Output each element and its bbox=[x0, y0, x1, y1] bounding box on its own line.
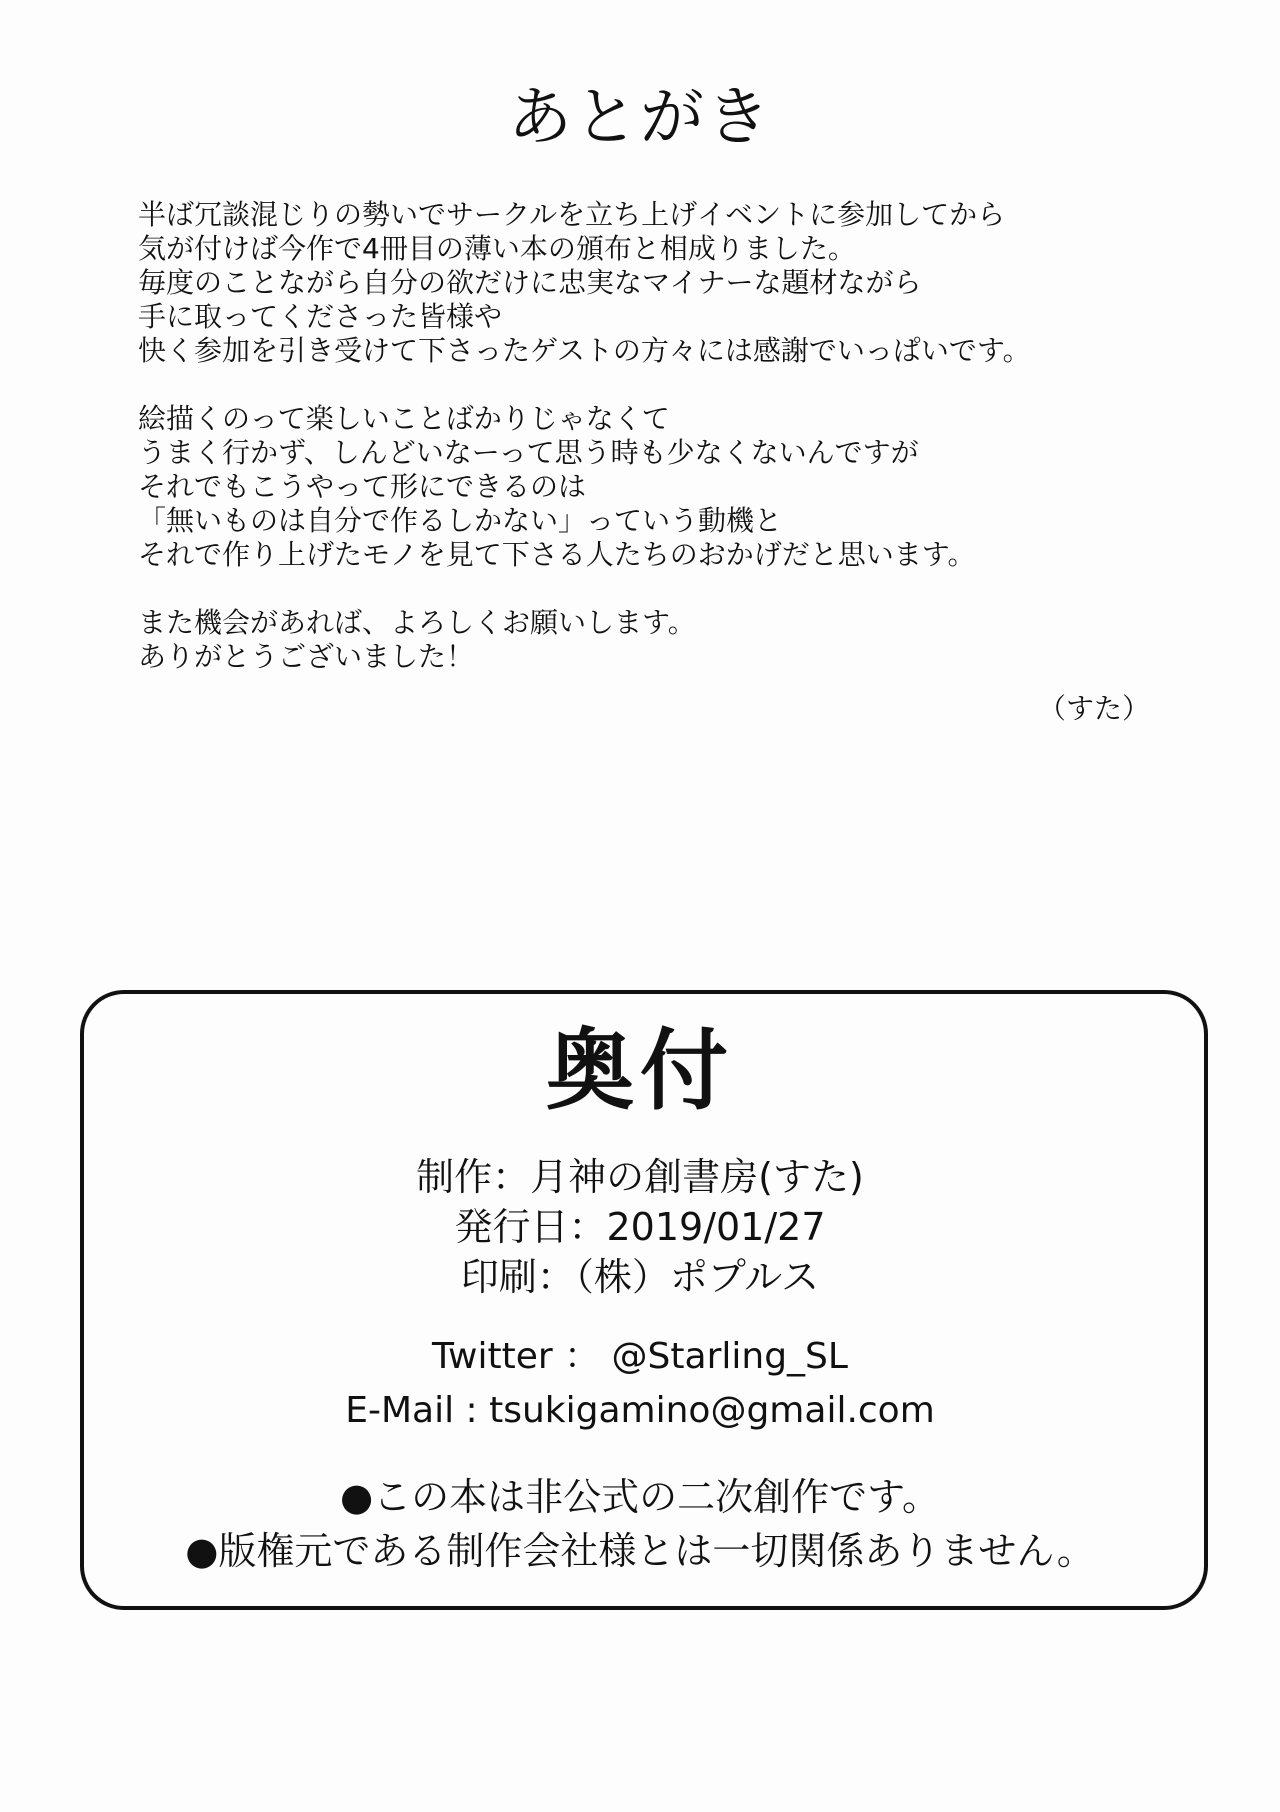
afterword-paragraph-3 bbox=[138, 606, 1178, 674]
afterword-line: また機会があれば、よろしくお願いします。 bbox=[138, 606, 696, 639]
afterword-body bbox=[138, 198, 1178, 708]
afterword-line: 絵描くのって楽しいことばかりじゃなくて bbox=[138, 402, 670, 435]
printer-line: 印刷：（株）ポプルス bbox=[460, 1255, 820, 1299]
producer-line: 制作：月神の創書房(すた) bbox=[416, 1155, 864, 1199]
afterword-line: 手に取ってくださった皆様や bbox=[138, 300, 503, 333]
afterword-line: 「無いものは自分で作るしかない」っていう動機と bbox=[138, 504, 783, 537]
afterword-line: うまく行かず、しんどいなーって思う時も少なくないんですが bbox=[138, 436, 919, 469]
afterword-line: 毎度のことながら自分の欲だけに忠実なマイナーな題材ながら bbox=[138, 266, 922, 299]
afterword-signature: （すた） bbox=[1038, 692, 1151, 725]
unofficial-note: ●この本は非公式の二次創作です。 bbox=[339, 1475, 941, 1519]
colophon-title: 奥付 bbox=[545, 1019, 734, 1122]
colophon-notes bbox=[0, 1470, 1280, 1578]
afterword-line: 気が付けば今作で4冊目の薄い本の頒布と相成りました。 bbox=[138, 232, 856, 265]
colophon-contact bbox=[0, 1330, 1280, 1438]
afterword-line: それでもこうやって形にできるのは bbox=[138, 470, 587, 503]
email-line: E-Mail : tsukigamino@gmail.com bbox=[345, 1390, 935, 1431]
copyright-note: ●版権元である制作会社様とは一切関係ありません。 bbox=[185, 1529, 1095, 1573]
afterword-paragraph-1 bbox=[138, 198, 1178, 368]
twitter-line: Twitter ： @Starling_SL bbox=[432, 1336, 848, 1377]
publish-date-line: 発行日：2019/01/27 bbox=[454, 1205, 826, 1249]
afterword-line: 半ば冗談混じりの勢いでサークルを立ち上げイベントに参加してから bbox=[138, 198, 1006, 231]
afterword-line: 快く参加を引き受けて下さったゲストの方々には感謝でいっぱいです。 bbox=[138, 334, 1031, 367]
colophon-info bbox=[0, 1152, 1280, 1302]
afterword-line: ありがとうございました！ bbox=[138, 640, 475, 673]
afterword-line: それで作り上げたモノを見て下さる人たちのおかげだと思います。 bbox=[138, 538, 976, 571]
afterword-title: あとがき bbox=[508, 81, 772, 155]
afterword-paragraph-2 bbox=[138, 402, 1178, 572]
